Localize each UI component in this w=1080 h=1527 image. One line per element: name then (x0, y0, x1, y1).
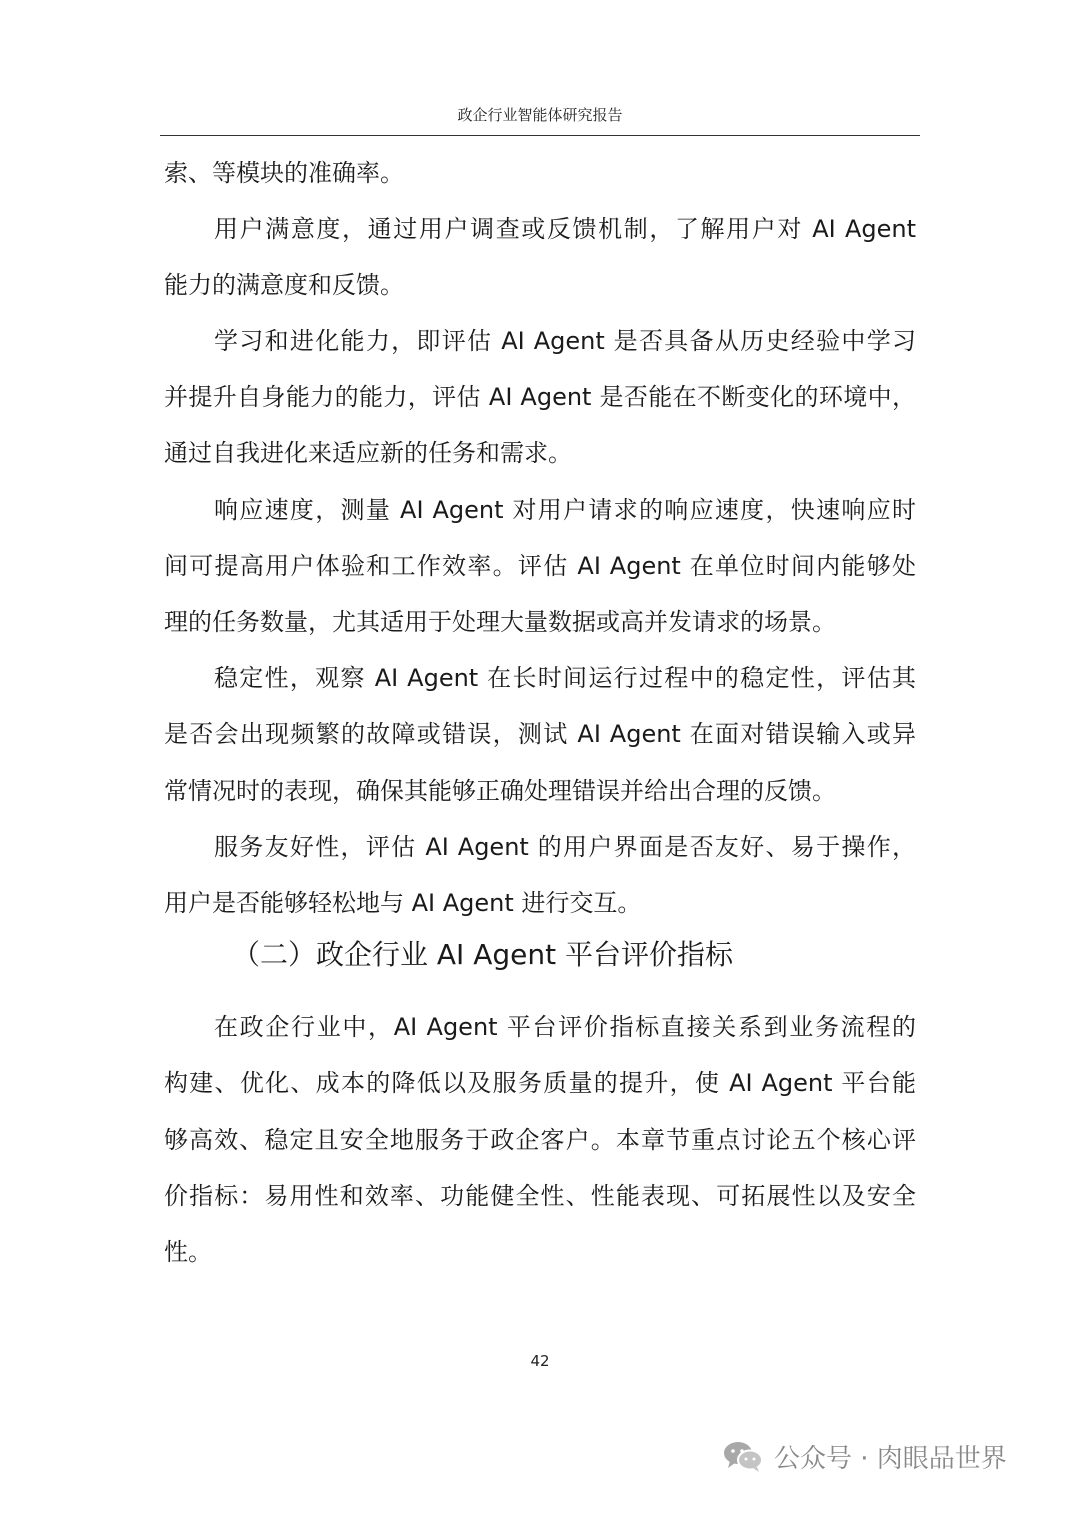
watermark (722, 1436, 1007, 1476)
body-line: 理的任务数量，尤其适用于处理大量数据或高并发请求的场景。 (164, 608, 836, 636)
body-line: 够高效、稳定且安全地服务于政企客户。本章节重点讨论五个核心评 (164, 1126, 916, 1154)
wechat-icon (722, 1439, 764, 1473)
body-line: 用户是否能够轻松地与 AI Agent 进行交互。 (164, 889, 642, 917)
body-line: 常情况时的表现，确保其能够正确处理错误并给出合理的反馈。 (164, 777, 836, 805)
body-line: 在政企行业中，AI Agent 平台评价指标直接关系到业务流程的 (214, 1013, 916, 1041)
body-line: 间可提高用户体验和工作效率。评估 AI Agent 在单位时间内能够处 (164, 552, 916, 580)
report-header: 政企行业智能体研究报告 (457, 106, 623, 124)
page-number: 42 (530, 1352, 550, 1370)
body-line: 是否会出现频繁的故障或错误，测试 AI Agent 在面对错误输入或异 (164, 720, 916, 748)
body-line: 响应速度，测量 AI Agent 对用户请求的响应速度，快速响应时 (214, 496, 916, 524)
body-line: 索、等模块的准确率。 (164, 159, 404, 187)
header-divider (160, 135, 920, 136)
body-line: 性。 (164, 1238, 212, 1266)
body-line: 能力的满意度和反馈。 (164, 271, 404, 299)
body-line: 学习和进化能力，即评估 AI Agent 是否具备从历史经验中学习 (214, 327, 916, 355)
body-line: 价指标：易用性和效率、功能健全性、性能表现、可拓展性以及安全 (164, 1182, 916, 1210)
body-line: 通过自我进化来适应新的任务和需求。 (164, 439, 572, 467)
watermark-text: 公众号 · 肉眼品世界 (774, 1443, 1007, 1474)
body-line: 构建、优化、成本的降低以及服务质量的提升，使 AI Agent 平台能 (164, 1069, 916, 1097)
body-line: 服务友好性，评估 AI Agent 的用户界面是否友好、易于操作， (214, 833, 916, 861)
section-heading: （二）政企行业 AI Agent 平台评价指标 (232, 938, 733, 971)
body-line: 并提升自身能力的能力，评估 AI Agent 是否能在不断变化的环境中， (164, 383, 916, 411)
body-line: 用户满意度，通过用户调查或反馈机制，了解用户对 AI Agent (214, 215, 916, 243)
body-line: 稳定性，观察 AI Agent 在长时间运行过程中的稳定性，评估其 (214, 664, 916, 692)
